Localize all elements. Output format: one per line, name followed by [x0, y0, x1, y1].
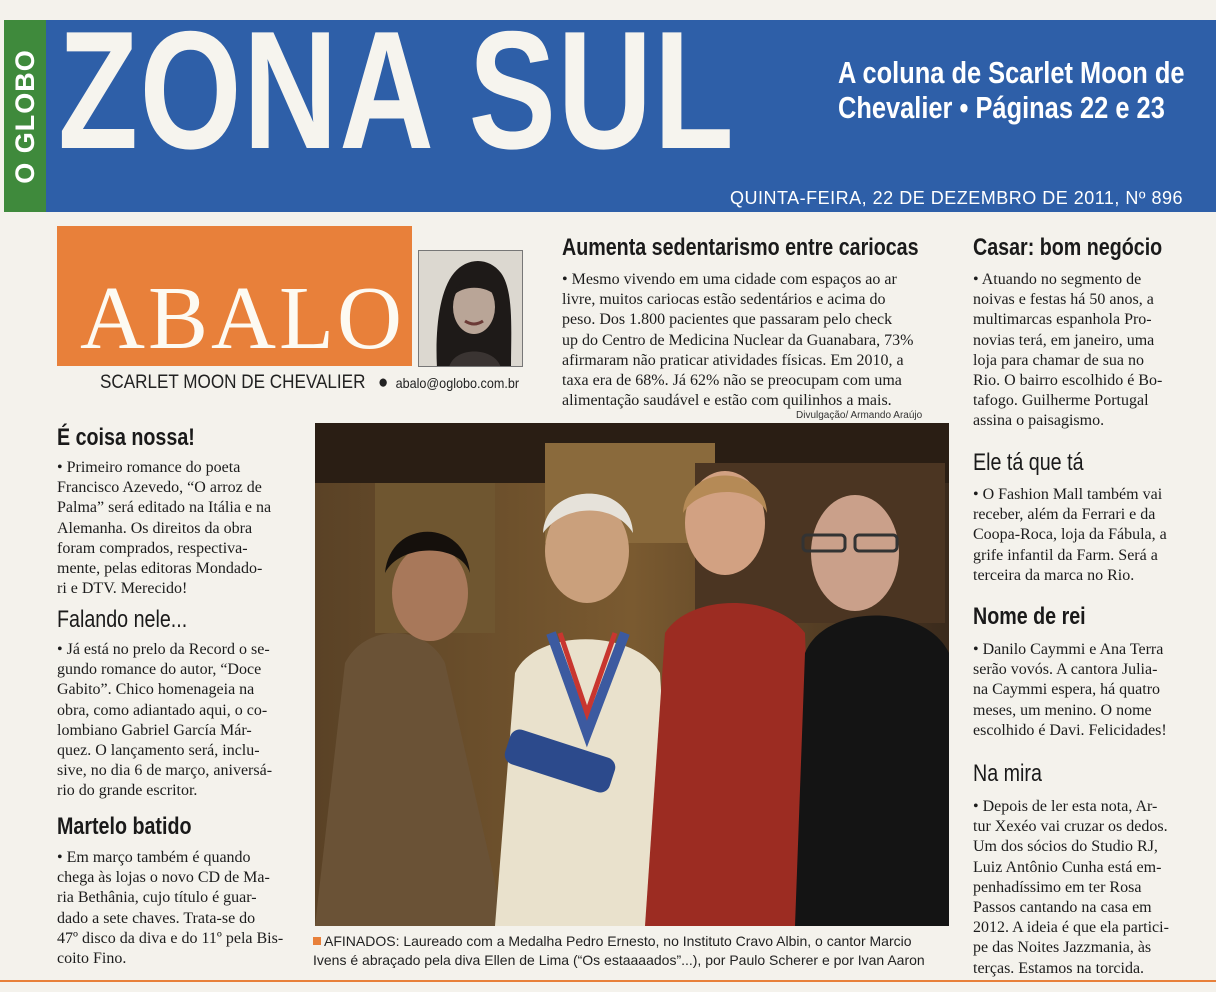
feature-photo	[315, 423, 949, 926]
text-line: • Já está no prelo da Record o se-	[57, 641, 270, 658]
text-line: chega às lojas o novo CD de Ma-	[57, 869, 270, 887]
caption-text: AFINADOS: Laureado com a Medalha Pedro Ernesto, no Instituto Cravo Albin, o cantor Marcio	[324, 933, 912, 949]
text-line: Francisco Azevedo, “O arroz de	[57, 479, 262, 497]
brand-logo	[4, 20, 46, 212]
article-title-sedentarismo: Aumenta sedentarismo entre cariocas	[562, 234, 919, 261]
section-title: ZONA SUL	[58, 0, 736, 184]
article-body-casar	[973, 270, 1195, 432]
article-body-nome-de-rei	[973, 640, 1195, 741]
author-name: SCARLET MOON DE CHEVALIER	[100, 372, 366, 393]
article-title-na-mira: Na mira	[973, 760, 1042, 787]
text-line: sive, no dia 6 de março, aniversá-	[57, 762, 273, 780]
text-line: ri e DTV. Merecido!	[57, 580, 188, 598]
text-line: serão vovós. A cantora Julia-	[973, 661, 1158, 679]
text-line: afirmaram não praticar atividades físicas. Em 2010, a	[562, 351, 904, 369]
edition-date: QUINTA-FEIRA, 22 DE DEZEMBRO DE 2011, Nº 896	[730, 188, 1184, 208]
text-line: novias terá, em janeiro, uma	[973, 331, 1155, 349]
article-title-coisa-nossa: É coisa nossa!	[57, 424, 195, 451]
text-line: ria Bethânia, cujo título é guar-	[57, 889, 257, 907]
text-line: dado a sete chaves. Trata-se do	[57, 909, 256, 927]
text-line: escolhido é Davi. Felicidades!	[973, 721, 1167, 739]
text-line: rio do grande escritor.	[57, 782, 198, 800]
text-line: Rio. O bairro escolhido é Bo-	[973, 372, 1163, 390]
text-line: terças. Estamos na torcida.	[973, 959, 1145, 977]
text-line: Coopa-Roca, loja da Fábula, a	[973, 526, 1167, 544]
text-line: na Caymmi espera, há quatro	[973, 681, 1161, 699]
text-line: terceira da marca no Rio.	[973, 566, 1135, 584]
article-body-coisa-nossa	[57, 458, 297, 599]
caption-line2: Ivens é abraçado pela diva Ellen de Lima (“Os estaaaados”...), por Paulo Scherer e por Ivan Aaron	[313, 952, 925, 968]
caption-marker-icon	[313, 937, 321, 945]
column-promo-line2: Chevalier • Páginas 22 e 23	[838, 90, 1165, 125]
article-body-ele-ta	[973, 485, 1195, 586]
column-title: ABALO	[80, 269, 405, 368]
text-line: • Em março também é quando	[57, 849, 251, 866]
article-body-falando-nele	[57, 640, 297, 802]
article-title-nome-de-rei: Nome de rei	[973, 603, 1086, 630]
text-line: foram comprados, respectiva-	[57, 539, 248, 557]
photo-caption	[313, 932, 925, 970]
group-photo-icon	[315, 423, 949, 926]
bullet-separator: ●	[378, 372, 389, 393]
text-line: • Danilo Caymmi e Ana Terra	[973, 641, 1164, 658]
text-line: receber, além da Ferrari e da	[973, 506, 1156, 524]
text-line: tur Xexéo vai cruzar os dedos.	[973, 818, 1168, 836]
article-body-sedentarismo	[562, 270, 950, 411]
text-line: lombiano Gabriel García Már-	[57, 721, 252, 739]
text-line: • Primeiro romance do poeta	[57, 459, 241, 476]
text-line: taxa era de 68%. Já 62% não se preocupam com uma	[562, 372, 902, 390]
text-line: gundo romance do autor, “Doce	[57, 661, 262, 679]
text-line: • Mesmo vivendo em uma cidade com espaços ao ar	[562, 271, 897, 288]
text-line: quez. O lançamento será, inclu-	[57, 742, 260, 760]
text-line: • Atuando no segmento de	[973, 271, 1142, 288]
text-line: pe das Noites Jazzmania, às	[973, 939, 1152, 957]
text-line: Gabito”. Chico homenageia na	[57, 681, 255, 699]
text-line: Alemanha. Os direitos da obra	[57, 519, 253, 537]
text-line: Um dos sócios do Studio RJ,	[973, 838, 1158, 856]
text-line: multimarcas espanhola Pro-	[973, 311, 1152, 329]
article-body-na-mira	[973, 797, 1195, 979]
brand-name: O GLOBO	[9, 48, 40, 184]
text-line: Passos cantando na casa em	[973, 899, 1152, 917]
text-line: obra, como adiantado aqui, o co-	[57, 701, 268, 719]
text-line: alimentação saudável e estão com quilinhos a mais.	[562, 392, 892, 410]
text-line: mente, pelas editoras Mondado-	[57, 560, 263, 578]
text-line: tafogo. Guilherme Portugal	[973, 392, 1149, 410]
author-email[interactable]: abalo@oglobo.com.br	[395, 375, 520, 391]
text-line: livre, muitos cariocas estão sedentários e acima do	[562, 291, 886, 309]
text-line: Luiz Antônio Cunha está em-	[973, 858, 1162, 876]
article-title-falando-nele: Falando nele...	[57, 606, 188, 633]
text-line: loja para chamar de sua no	[973, 351, 1145, 369]
article-title-casar: Casar: bom negócio	[973, 234, 1163, 261]
text-line: 47º disco da diva e do 11º pela Bis-	[57, 929, 284, 947]
text-line: 2012. A ideia é que ela partici-	[973, 919, 1169, 937]
text-line: meses, um menino. O nome	[973, 701, 1152, 719]
article-title-martelo: Martelo batido	[57, 813, 192, 840]
masthead	[0, 0, 1216, 212]
text-line: penhadíssimo em ter Rosa	[973, 878, 1142, 896]
text-line: • Depois de ler esta nota, Ar-	[973, 798, 1158, 815]
text-line: peso. Dos 1.800 pacientes que passaram pelo check	[562, 311, 893, 329]
column-promo-line1: A coluna de Scarlet Moon de	[838, 55, 1185, 90]
footer-rule	[0, 980, 1216, 982]
text-line: Palma” será editado na Itália e na	[57, 499, 272, 517]
text-line: • O Fashion Mall também vai	[973, 486, 1163, 503]
photo-credit: Divulgação/ Armando Araújo	[796, 410, 923, 421]
column-byline	[100, 372, 519, 394]
article-title-ele-ta: Ele tá que tá	[973, 449, 1084, 476]
text-line: grife infantil da Farm. Será a	[973, 546, 1158, 564]
text-line: noivas e festas há 50 anos, a	[973, 291, 1154, 309]
caption-line1	[313, 932, 925, 951]
author-photo	[418, 250, 523, 367]
text-line: up do Centro de Medicina Nuclear da Guanabara, 73%	[562, 331, 914, 349]
article-body-martelo	[57, 848, 297, 969]
author-portrait-icon	[419, 251, 523, 367]
text-line: assina o paisagismo.	[973, 412, 1105, 430]
text-line: coito Fino.	[57, 950, 127, 968]
